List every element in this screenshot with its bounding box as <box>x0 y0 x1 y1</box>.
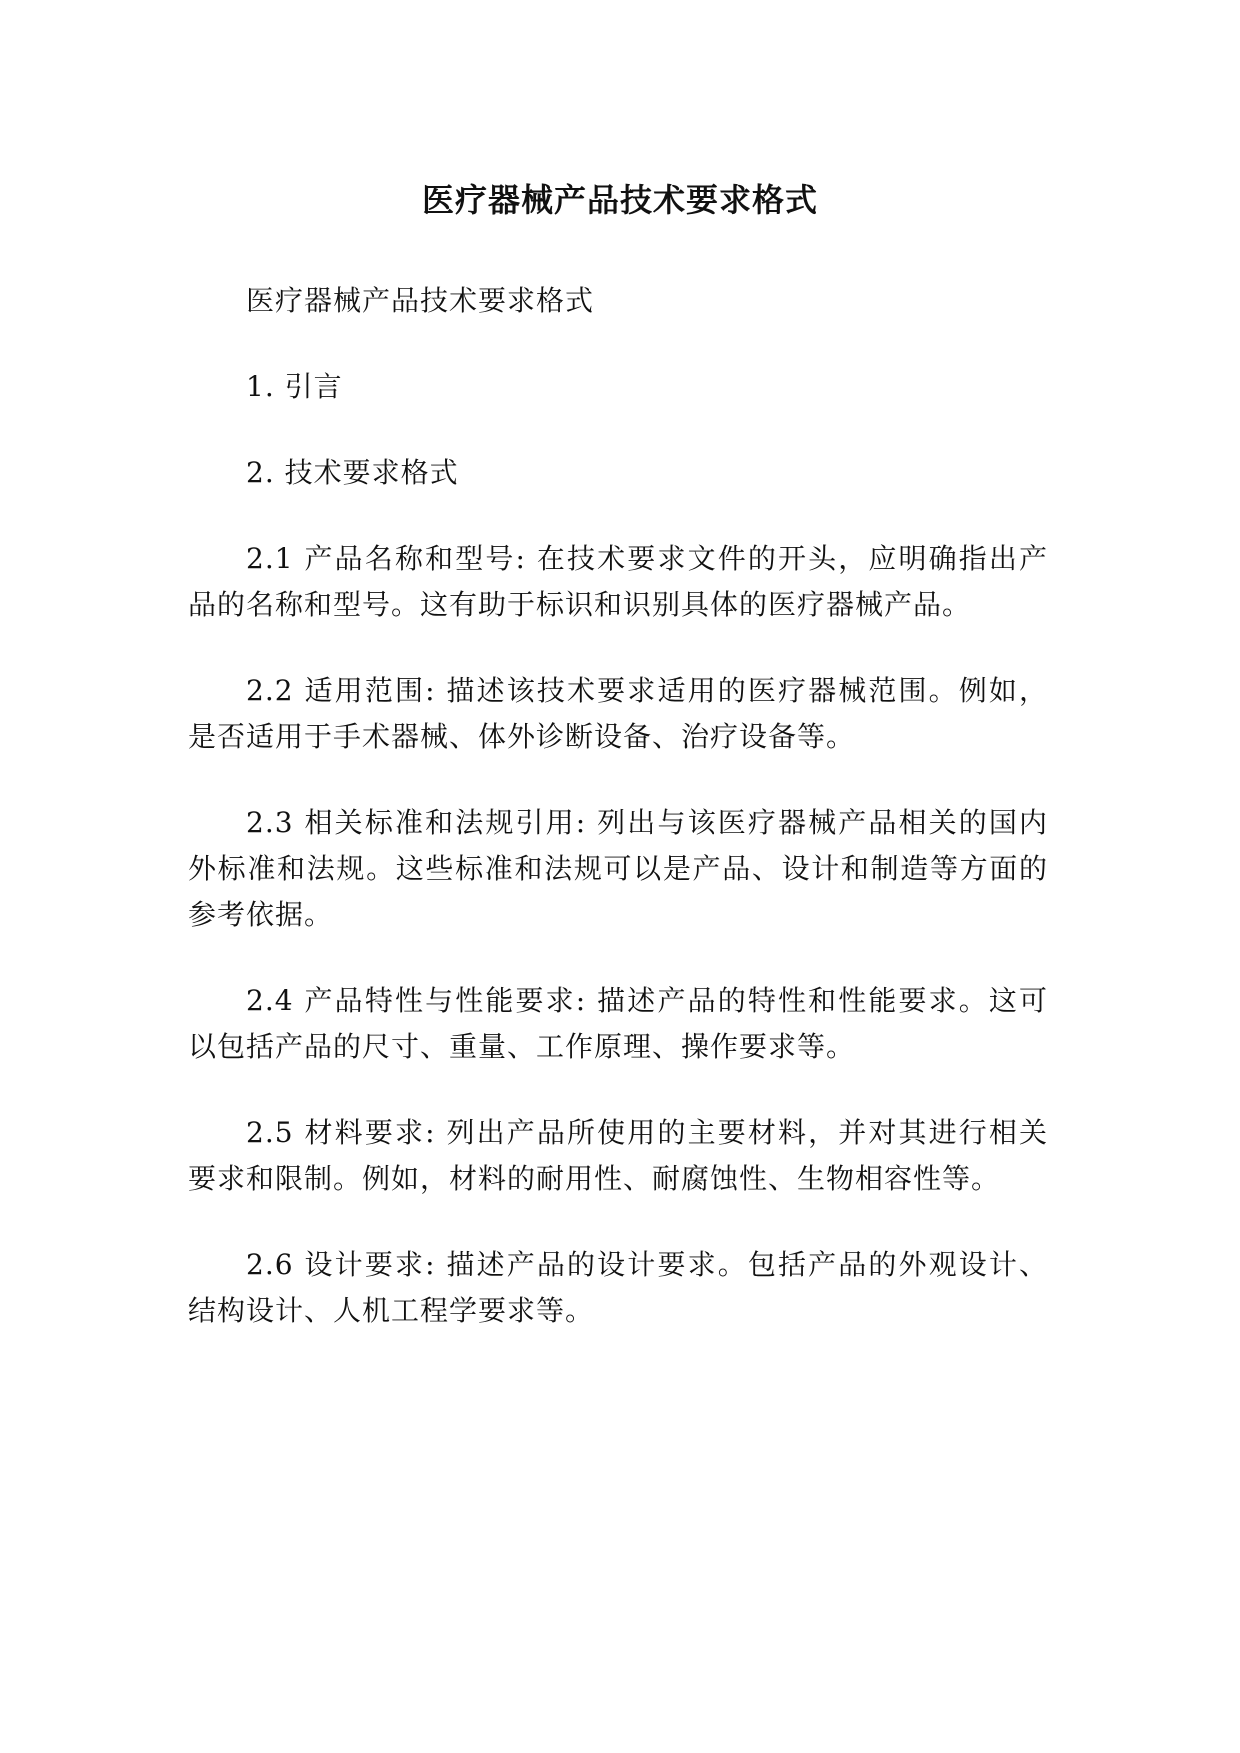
section-2-heading: 2. 技术要求格式 <box>246 456 459 489</box>
section-2-1-paragraph: 2.1 产品名称和型号: 在技术要求文件的开头，应明确指出产品的名称和型号。这有助于标识和识别具体的医疗器械产品。 <box>188 542 1048 621</box>
section-2-6-paragraph: 2.6 设计要求: 描述产品的设计要求。包括产品的外观设计、结构设计、人机工程学要求等。 <box>188 1248 1048 1327</box>
document-title: 医疗器械产品技术要求格式 <box>421 181 818 219</box>
section-2-3-paragraph: 2.3 相关标准和法规引用: 列出与该医疗器械产品相关的国内外标准和法规。这些标准和法规可以是产品、设计和制造等方面的参考依据。 <box>188 806 1048 931</box>
section-2-5-paragraph: 2.5 材料要求: 列出产品所使用的主要材料，并对其进行相关要求和限制。例如，材料的耐用性、耐腐蚀性、生物相容性等。 <box>188 1116 1048 1195</box>
section-2-2-paragraph: 2.2 适用范围: 描述该技术要求适用的医疗器械范围。例如，是否适用于手术器械、体外诊断设备、治疗设备等。 <box>188 674 1048 753</box>
section-2-4-paragraph: 2.4 产品特性与性能要求: 描述产品的特性和性能要求。这可以包括产品的尺寸、重量、工作原理、操作要求等。 <box>188 984 1048 1063</box>
document-body <box>188 278 1048 1374</box>
subtitle-paragraph: 医疗器械产品技术要求格式 <box>246 284 595 317</box>
section-1-heading: 1. 引言 <box>246 370 343 403</box>
